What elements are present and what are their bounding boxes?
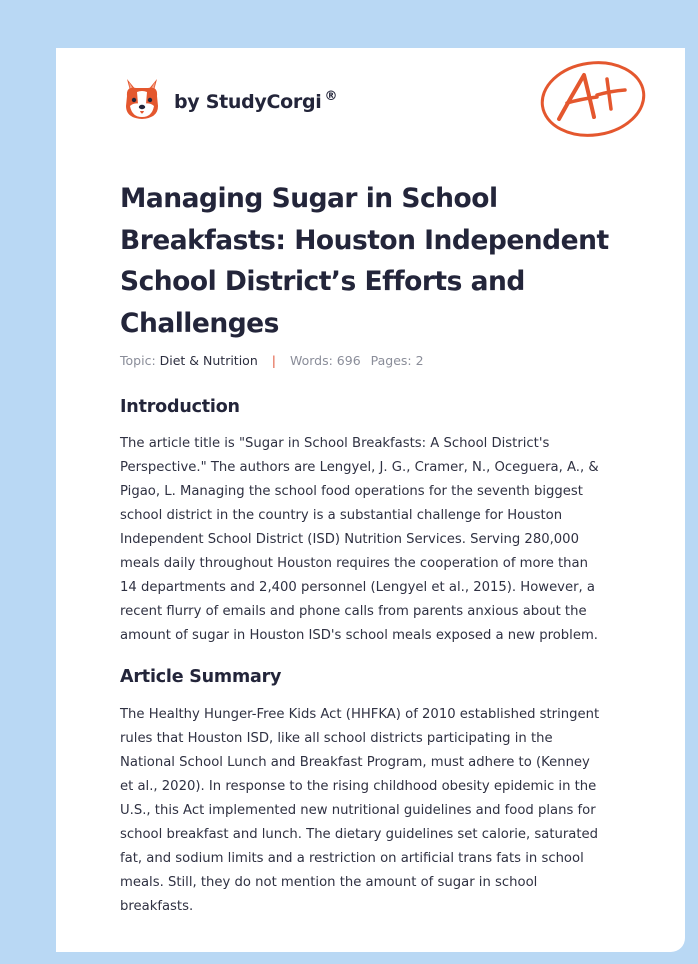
topic-label: Topic: — [120, 353, 156, 368]
meta-separator: | — [271, 353, 276, 368]
paragraph-line: 14 departments and 2,400 personnel (Lengyel et al., 2015). However, a — [120, 580, 595, 595]
paragraph-line: rules that Houston ISD, like all school districts participating in the — [120, 731, 553, 746]
paragraph-line: Perspective." The authors are Lengyel, J. G., Cramer, N., Oceguera, A., & — [120, 460, 599, 475]
paragraph-line: school district in the country is a substantial challenge for Houston — [120, 508, 563, 523]
corgi-logo-icon — [122, 76, 162, 122]
document-meta — [120, 353, 424, 368]
paragraph-line: Independent School District (ISD) Nutrition Services. Serving 280,000 — [120, 532, 579, 547]
paragraph-line: breakfasts. — [120, 899, 194, 914]
article-summary-paragraph — [120, 703, 630, 919]
paragraph-line: U.S., this Act implemented new nutritional guidelines and food plans for — [120, 803, 596, 818]
words-label: Words: — [289, 353, 333, 368]
section-heading-article-summary: Article Summary — [120, 667, 282, 687]
document-title: Managing Sugar in School Breakfasts: Houston Independent School District’s Efforts and Challenges — [120, 183, 609, 339]
paragraph-line: meals. Still, they do not mention the amount of sugar in school — [120, 875, 538, 890]
pages-label: Pages: — [370, 353, 412, 368]
paragraph-line: amount of sugar in Houston ISD's school meals exposed a new problem. — [120, 628, 598, 643]
topic-value[interactable]: Diet & Nutrition — [159, 353, 258, 368]
registered-mark: ® — [324, 89, 338, 104]
words-value: 696 — [336, 353, 361, 368]
paragraph-line: school breakfast and lunch. The dietary guidelines set calorie, saturated — [120, 827, 599, 842]
paragraph-line: Pigao, L. Managing the school food operations for the seventh biggest — [120, 484, 583, 499]
paragraph-line: et al., 2020). In response to the rising childhood obesity epidemic in the — [120, 779, 597, 794]
brand-text: by StudyCorgi — [174, 91, 322, 113]
paragraph-line: The article title is "Sugar in School Breakfasts: A School District's — [120, 436, 550, 451]
paragraph-line: recent flurry of emails and phone calls from parents anxious about the — [120, 604, 587, 619]
paragraph-line: meals daily throughout Houston requires the cooperation of more than — [120, 556, 588, 571]
brand-name — [174, 91, 337, 113]
introduction-paragraph — [120, 432, 630, 648]
document-page — [56, 48, 685, 952]
a-plus-grade-icon — [537, 57, 649, 141]
paragraph-line: The Healthy Hunger-Free Kids Act (HHFKA) of 2010 established stringent — [120, 707, 600, 722]
section-heading-introduction: Introduction — [120, 397, 240, 417]
pages-value: 2 — [415, 353, 424, 368]
studycorgi-logo[interactable] — [122, 76, 337, 122]
paragraph-line: National School Lunch and Breakfast Program, must adhere to (Kenney — [120, 755, 590, 770]
paragraph-line: fat, and sodium limits and a restriction on artificial trans fats in school — [120, 851, 584, 866]
